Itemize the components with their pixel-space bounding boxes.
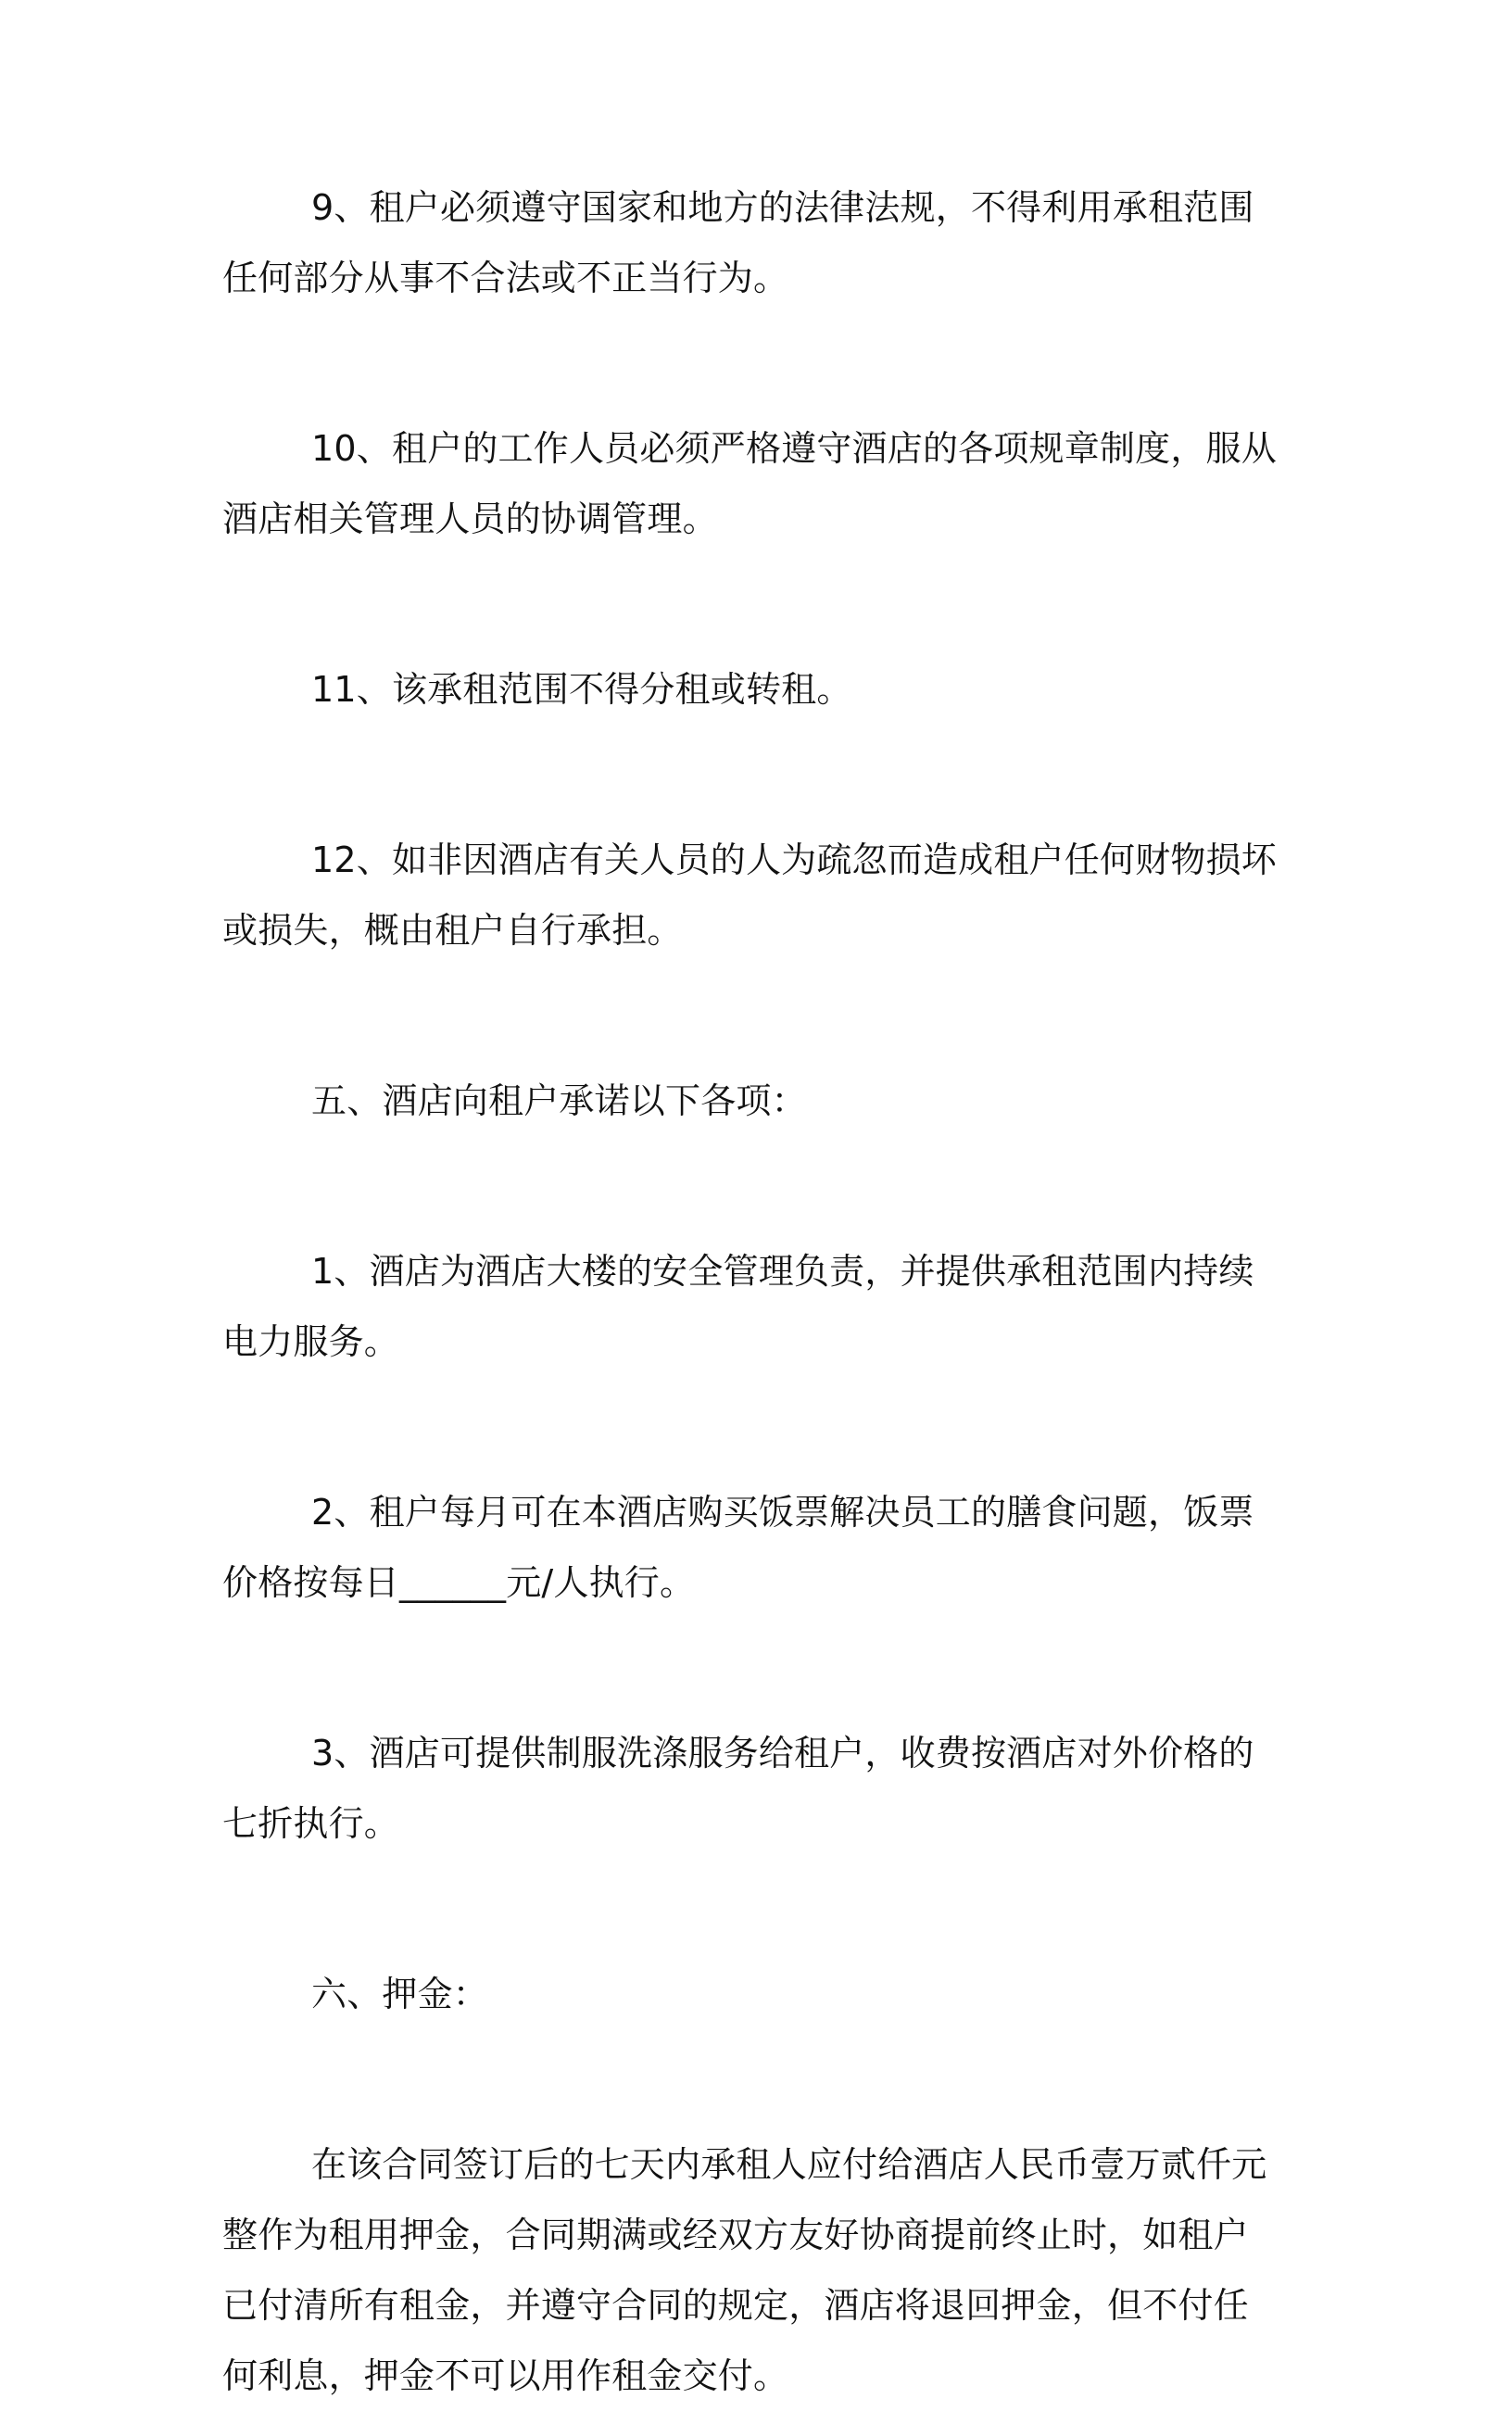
clause-9: 9、租户必须遵守国家和地方的法律法规，不得利用承租范围任何部分从事不合法或不正当行为。 <box>222 187 1254 298</box>
deposit-paragraph: 在该合同签订后的七天内承租人应付给酒店人民币壹万贰仟元整作为租用押金，合同期满或经双方友好协商提前终止时，如租户已付清所有租金，并遵守合同的规定，酒店将退回押金，但不付任何利息，押金不可以用作租金交付。 <box>222 2144 1267 2396</box>
clause-10: 10、租户的工作人员必须严格遵守酒店的各项规章制度，服从酒店相关管理人员的协调管理。 <box>222 428 1277 539</box>
clause-12: 12、如非因酒店有关人员的人为疏忽而造成租户任何财物损坏或损失，概由租户自行承担。 <box>222 839 1277 951</box>
section-5-heading: 五、酒店向租户承诺以下各项： <box>311 1080 807 1121</box>
section-5-item-2: 2、租户每月可在本酒店购买饭票解决员工的膳食问题，饭票价格按每日______元/人执行。 <box>222 1492 1254 1603</box>
section-6-heading: 六、押金： <box>311 1974 489 2014</box>
section-5-item-1: 1、酒店为酒店大楼的安全管理负责，并提供承租范围内持续电力服务。 <box>222 1251 1254 1362</box>
clause-11: 11、该承租范围不得分租或转租。 <box>311 669 852 710</box>
document-body <box>222 172 1279 2411</box>
section-5-item-3: 3、酒店可提供制服洗涤服务给租户，收费按酒店对外价格的七折执行。 <box>222 1733 1254 1844</box>
